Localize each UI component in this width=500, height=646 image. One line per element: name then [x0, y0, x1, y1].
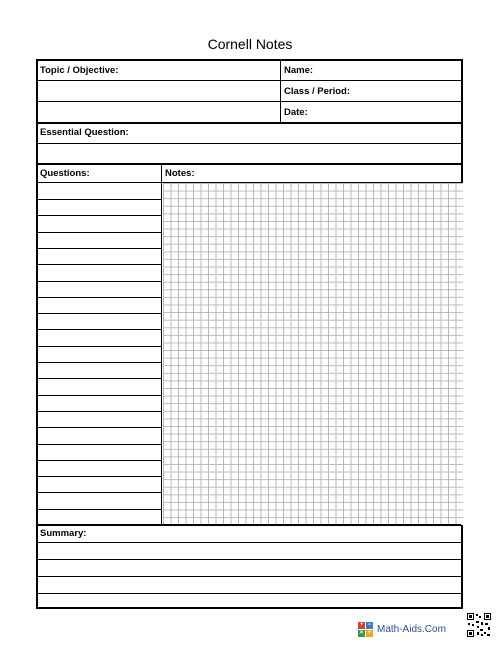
summary-label: Summary: [40, 528, 87, 539]
summary-rule-4 [38, 593, 461, 594]
notes-label: Notes: [165, 168, 195, 179]
math-aids-logo-icon: + − × ÷ [359, 621, 372, 636]
page-title: Cornell Notes [207, 36, 293, 52]
summary-rule-2 [38, 559, 461, 560]
summary-rule-3 [38, 576, 461, 577]
site-name: Math-Aids.Com [377, 623, 446, 635]
summary-top-rule [38, 524, 461, 526]
date-label: Date: [284, 107, 308, 118]
question-line [38, 378, 161, 379]
class-period-label: Class / Period: [284, 86, 350, 97]
header-bottom-rule [38, 122, 461, 124]
math-aids-logo[interactable] [358, 620, 446, 638]
summary-rule-1 [38, 542, 461, 543]
question-line [38, 444, 161, 445]
question-line [38, 476, 161, 477]
question-line [38, 460, 161, 461]
header-rule-2 [38, 101, 461, 102]
cornell-notes-form [36, 59, 463, 609]
name-label: Name: [284, 65, 314, 76]
notes-grid [163, 183, 463, 525]
question-line [38, 492, 161, 493]
question-line [38, 395, 161, 396]
question-line [38, 281, 161, 282]
question-line [38, 509, 161, 510]
question-line [38, 346, 161, 347]
question-line [38, 427, 161, 428]
topic-label: Topic / Objective: [40, 65, 119, 76]
essential-question-rule [38, 143, 461, 144]
essential-question-label: Essential Question: [40, 127, 129, 138]
question-line [38, 362, 161, 363]
question-line [38, 248, 161, 249]
question-line [38, 264, 161, 265]
question-line [38, 297, 161, 298]
question-line [38, 313, 161, 314]
qr-code-icon [466, 612, 492, 638]
question-line [38, 411, 161, 412]
header-divider [280, 61, 281, 123]
question-line [38, 199, 161, 200]
question-line [38, 215, 161, 216]
question-line [38, 329, 161, 330]
column-divider [161, 165, 162, 525]
essential-question-bottom-rule [38, 163, 461, 165]
question-line [38, 232, 161, 233]
questions-label: Questions: [40, 168, 90, 179]
header-rule-1 [38, 80, 461, 81]
